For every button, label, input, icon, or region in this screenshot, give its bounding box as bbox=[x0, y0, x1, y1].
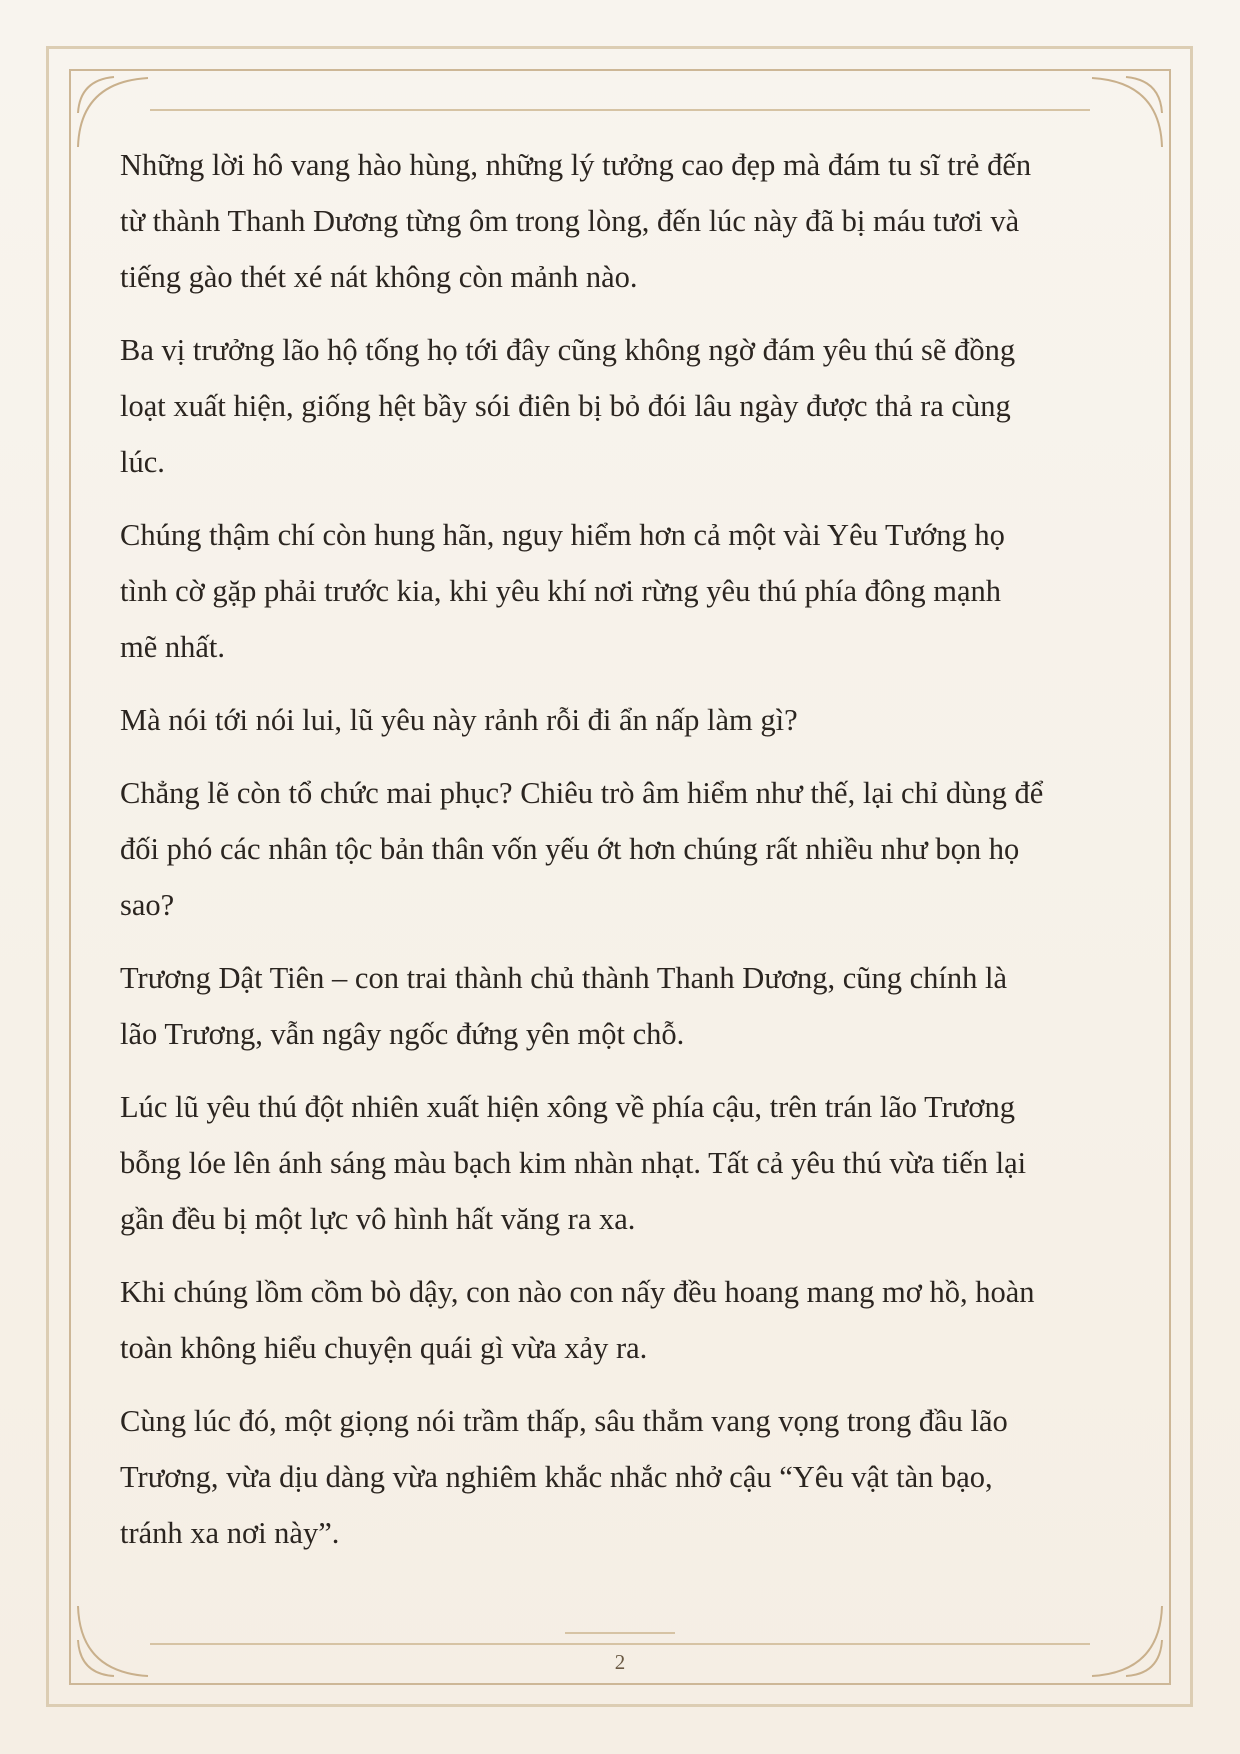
text-line: gần đều bị một lực vô hình hất văng ra xa. bbox=[120, 1202, 636, 1236]
text-line: sao? bbox=[120, 888, 175, 922]
text-line: Cùng lúc đó, một giọng nói trầm thấp, sâu thẳm vang vọng trong đầu lão bbox=[120, 1404, 1008, 1438]
text-line: bỗng lóe lên ánh sáng màu bạch kim nhàn nhạt. Tất cả yêu thú vừa tiến lại bbox=[120, 1146, 1027, 1180]
text-line: Lúc lũ yêu thú đột nhiên xuất hiện xông về phía cậu, trên trán lão Trương bbox=[120, 1090, 1015, 1124]
text-line: Chúng thậm chí còn hung hãn, nguy hiểm hơn cả một vài Yêu Tướng họ bbox=[120, 518, 1005, 552]
text-line: Chẳng lẽ còn tổ chức mai phục? Chiêu trò âm hiểm như thế, lại chỉ dùng để bbox=[120, 776, 1044, 810]
text-line: đối phó các nhân tộc bản thân vốn yếu ớt hơn chúng rất nhiều như bọn họ bbox=[120, 832, 1020, 866]
paragraph-2 bbox=[120, 322, 1130, 490]
text-line: từ thành Thanh Dương từng ôm trong lòng, đến lúc này đã bị máu tươi và bbox=[120, 204, 1020, 238]
text-line: Những lời hô vang hào hùng, những lý tưởng cao đẹp mà đám tu sĩ trẻ đến bbox=[120, 148, 1032, 182]
text-line: Ba vị trưởng lão hộ tống họ tới đây cũng không ngờ đám yêu thú sẽ đồng bbox=[120, 333, 1016, 367]
page-number: 2 bbox=[614, 1650, 626, 1674]
paragraph-9 bbox=[120, 1393, 1130, 1561]
text-line: lúc. bbox=[120, 445, 165, 479]
text-line: Trương, vừa dịu dàng vừa nghiêm khắc nhắc nhở cậu “Yêu vật tàn bạo, bbox=[120, 1460, 993, 1494]
text-line: toàn không hiểu chuyện quái gì vừa xảy ra. bbox=[120, 1331, 648, 1365]
text-line: tình cờ gặp phải trước kia, khi yêu khí nơi rừng yêu thú phía đông mạnh bbox=[120, 574, 1002, 608]
text-line: Mà nói tới nói lui, lũ yêu này rảnh rỗi đi ẩn nấp làm gì? bbox=[120, 703, 798, 737]
paragraph-5 bbox=[120, 765, 1130, 933]
paragraph-4 bbox=[120, 692, 1130, 748]
page-body-text bbox=[120, 137, 1130, 1578]
text-line: Khi chúng lồm cồm bò dậy, con nào con nấy đều hoang mang mơ hồ, hoàn bbox=[120, 1275, 1035, 1309]
paragraph-7 bbox=[120, 1079, 1130, 1247]
text-line: tiếng gào thét xé nát không còn mảnh nào. bbox=[120, 260, 638, 294]
text-line: loạt xuất hiện, giống hệt bầy sói điên bị bỏ đói lâu ngày được thả ra cùng bbox=[120, 389, 1011, 423]
paragraph-3 bbox=[120, 507, 1130, 675]
text-line: Trương Dật Tiên – con trai thành chủ thành Thanh Dương, cũng chính là bbox=[120, 961, 1008, 995]
paragraph-8 bbox=[120, 1264, 1130, 1376]
paragraph-6 bbox=[120, 950, 1130, 1062]
text-line: mẽ nhất. bbox=[120, 630, 226, 664]
text-line: tránh xa nơi này”. bbox=[120, 1516, 340, 1550]
paragraph-1 bbox=[120, 137, 1130, 305]
text-line: lão Trương, vẫn ngây ngốc đứng yên một chỗ. bbox=[120, 1017, 685, 1051]
